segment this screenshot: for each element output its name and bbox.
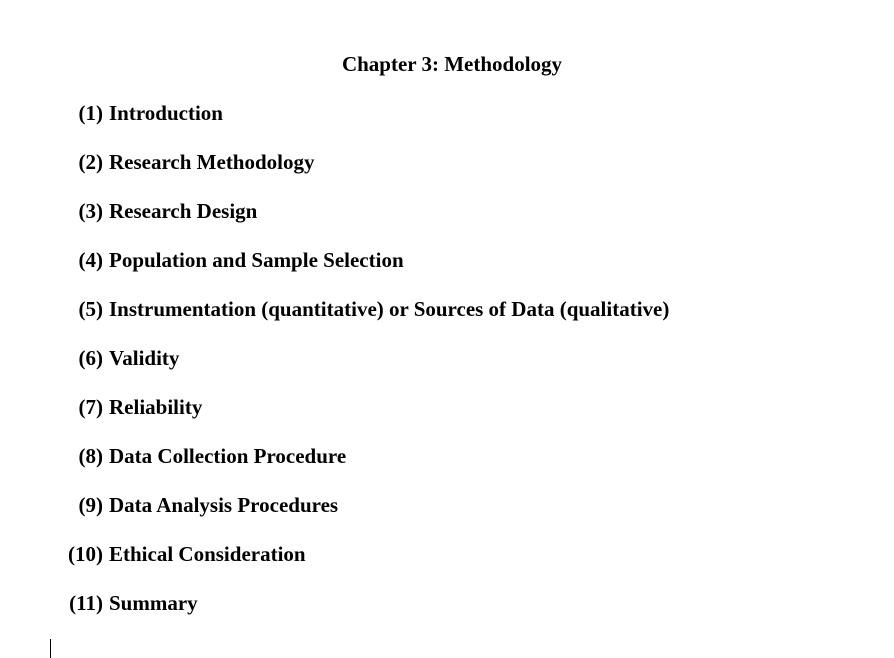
item-number: (7) bbox=[78, 395, 103, 419]
item-label: Instrumentation (quantitative) or Sources of Data (qualitative) bbox=[109, 297, 670, 321]
item-label: Ethical Consideration bbox=[109, 542, 306, 566]
outline-item bbox=[0, 101, 669, 150]
item-number: (11) bbox=[69, 591, 103, 615]
item-number: (6) bbox=[78, 346, 103, 370]
item-number: (8) bbox=[78, 444, 103, 468]
item-number: (2) bbox=[78, 150, 103, 174]
item-number: (9) bbox=[78, 493, 103, 517]
outline-item bbox=[0, 150, 669, 199]
item-label: Introduction bbox=[109, 101, 223, 125]
item-number: (1) bbox=[78, 101, 103, 125]
item-number: (10) bbox=[68, 542, 103, 566]
outline-item bbox=[0, 542, 669, 591]
item-number: (5) bbox=[78, 297, 103, 321]
item-label: Research Design bbox=[109, 199, 258, 223]
item-label: Population and Sample Selection bbox=[109, 248, 404, 272]
item-label: Data Collection Procedure bbox=[109, 444, 347, 468]
outline-item bbox=[0, 591, 669, 640]
item-label: Validity bbox=[109, 346, 180, 370]
item-number: (4) bbox=[78, 248, 103, 272]
outline-item bbox=[0, 297, 669, 346]
chapter-title: Chapter 3: Methodology bbox=[341, 52, 563, 76]
outline-item bbox=[0, 199, 669, 248]
outline-item bbox=[0, 395, 669, 444]
item-label: Data Analysis Procedures bbox=[109, 493, 339, 517]
outline-item bbox=[0, 346, 669, 395]
item-label: Research Methodology bbox=[109, 150, 315, 174]
outline-item bbox=[0, 444, 669, 493]
text-cursor bbox=[50, 639, 51, 658]
outline-item bbox=[0, 248, 669, 297]
outline-item bbox=[0, 493, 669, 542]
item-label: Summary bbox=[109, 591, 198, 615]
item-label: Reliability bbox=[109, 395, 203, 419]
chapter-outline bbox=[0, 101, 669, 640]
item-number: (3) bbox=[78, 199, 103, 223]
